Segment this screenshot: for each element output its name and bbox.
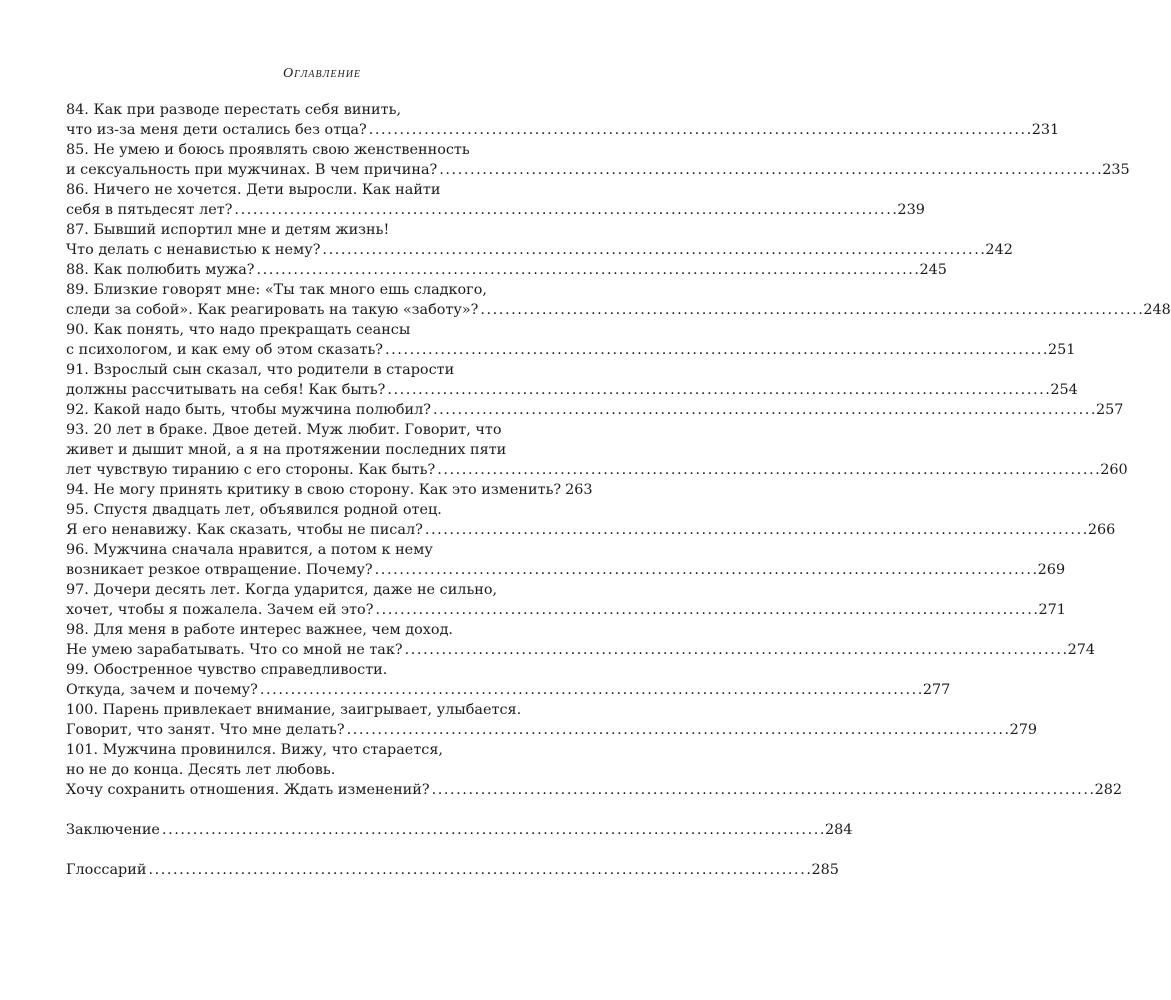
page-number: 245 (919, 262, 947, 278)
toc-entry[interactable] (66, 480, 593, 500)
dot-leader (162, 820, 823, 840)
toc-entry-text: возникает резкое отвращение. Почему? (66, 562, 373, 578)
toc-entry-text: хочет, чтобы я пожалела. Зачем ей это? (66, 602, 374, 618)
dot-leader (433, 400, 1094, 420)
toc-entry-text: с психологом, и как ему об этом сказать? (66, 342, 383, 358)
toc-line (66, 620, 555, 640)
toc-line (66, 420, 555, 440)
dot-leader (234, 200, 895, 220)
page-number: 235 (1102, 162, 1130, 178)
dot-leader (375, 560, 1036, 580)
toc-entry-text: 94. Не могу принять критику в свою сторону. Как это изменить? (66, 482, 562, 498)
toc-entry-text: Хочу сохранить отношения. Ждать изменений? (66, 782, 430, 798)
toc-line-with-page (66, 200, 925, 220)
toc-line (66, 660, 555, 680)
toc-entry-text: должны рассчитывать на себя! Как быть? (66, 382, 386, 398)
page-number: 248 (1143, 302, 1171, 318)
dot-leader (425, 520, 1086, 540)
toc-entry-text: лет чувствую тиранию с его стороны. Как быть? (66, 462, 436, 478)
toc-entry[interactable] (66, 500, 1116, 540)
toc-line (66, 540, 555, 560)
page-number: 282 (1094, 782, 1123, 798)
toc-entry-text: 84. Как при разводе перестать себя винить, (66, 102, 402, 118)
dot-leader (432, 780, 1093, 800)
toc-entry[interactable] (66, 180, 925, 220)
dot-leader (375, 600, 1036, 620)
toc-entry-conclusion[interactable] (66, 820, 853, 840)
page-number: 284 (824, 822, 853, 838)
dot-leader (257, 260, 918, 280)
toc-line-with-page (66, 820, 853, 840)
toc-line-with-page (66, 480, 593, 500)
toc-entry-text: себя в пятьдесят лет? (66, 202, 233, 218)
toc-entry[interactable] (66, 220, 1013, 260)
toc-line-with-page (66, 860, 839, 880)
toc-entry-text: Откуда, зачем и почему? (66, 682, 258, 698)
page-number: 269 (1037, 562, 1066, 578)
toc-line-with-page (66, 260, 947, 280)
dot-leader (148, 860, 809, 880)
page-number: 271 (1038, 602, 1066, 618)
toc-line-with-page (66, 560, 1066, 580)
toc-line-with-page (66, 780, 1123, 800)
toc-line-with-page (66, 640, 1096, 660)
toc-entry-text: 89. Близкие говорят мне: «Ты так много ешь сладкого, (66, 282, 487, 298)
toc-entry-text: Говорит, что занят. Что мне делать? (66, 722, 345, 738)
toc-entry[interactable] (66, 660, 951, 700)
toc-entry[interactable] (66, 740, 1123, 800)
page-number: 251 (1048, 342, 1076, 358)
toc-line (66, 220, 555, 240)
toc-line (66, 280, 555, 300)
dot-leader (260, 680, 921, 700)
page-number: 285 (811, 862, 839, 878)
section-gap (66, 800, 555, 820)
toc-line (66, 180, 555, 200)
page-number: 231 (1031, 122, 1060, 138)
dot-leader (347, 720, 1008, 740)
toc-line-with-page (66, 520, 1116, 540)
page-number: 260 (1100, 462, 1128, 478)
toc-line-with-page (66, 340, 1076, 360)
table-of-contents (66, 100, 1171, 880)
running-header: Оглавление (282, 66, 362, 81)
toc-entry[interactable] (66, 700, 1038, 740)
toc-entry-text: и сексуальность при мужчинах. В чем причина? (66, 162, 438, 178)
toc-entry-text: 100. Парень привлекает внимание, заигрывает, улыбается. (66, 702, 522, 718)
toc-entry[interactable] (66, 400, 1124, 420)
page-number: 279 (1009, 722, 1038, 738)
toc-line (66, 740, 555, 760)
toc-line (66, 580, 555, 600)
toc-entry[interactable] (66, 320, 1076, 360)
toc-entry-text: Не умею зарабатывать. Что со мной не так? (66, 642, 403, 658)
toc-line-with-page (66, 300, 1171, 320)
toc-entry-text: следи за собой». Как реагировать на такую «заботу»? (66, 302, 479, 318)
toc-line (66, 140, 555, 160)
toc-line-with-page (66, 240, 1013, 260)
toc-line (66, 100, 555, 120)
toc-entry[interactable] (66, 260, 947, 280)
section-gap (66, 840, 555, 860)
toc-entry-text: живет и дышит мной, а я на протяжении последних пяти (66, 442, 507, 458)
toc-entry[interactable] (66, 580, 1066, 620)
toc-entry-text: Я его ненавижу. Как сказать, чтобы не писал? (66, 522, 423, 538)
toc-entry[interactable] (66, 620, 1096, 660)
toc-entry-text: Заключение (66, 822, 160, 838)
toc-entry[interactable] (66, 420, 1128, 480)
toc-entry-text: 92. Какой надо быть, чтобы мужчина полюбил? (66, 402, 431, 418)
toc-entry-text: что из-за меня дети остались без отца? (66, 122, 367, 138)
toc-entry[interactable] (66, 540, 1066, 580)
toc-entry-text: 98. Для меня в работе интерес важнее, чем доход. (66, 622, 454, 638)
dot-leader (322, 240, 983, 260)
toc-line-with-page (66, 400, 1124, 420)
toc-entry-text: 91. Взрослый сын сказал, что родители в старости (66, 362, 455, 378)
toc-line-with-page (66, 680, 951, 700)
toc-entry-text: 95. Спустя двадцать лет, объявился родной отец. (66, 502, 442, 518)
toc-entry[interactable] (66, 360, 1078, 400)
page-number: 254 (1050, 382, 1078, 398)
dot-leader (387, 380, 1048, 400)
toc-entry-text: Что делать с ненавистью к нему? (66, 242, 321, 258)
toc-entry[interactable] (66, 280, 1171, 320)
toc-entry-text: 85. Не умею и боюсь проявлять свою женственность (66, 142, 470, 158)
toc-line (66, 360, 555, 380)
page-number: 277 (922, 682, 951, 698)
toc-line-with-page (66, 600, 1066, 620)
page-number: 266 (1087, 522, 1116, 538)
toc-entry-text: 96. Мужчина сначала нравится, а потом к нему (66, 542, 433, 558)
toc-line (66, 320, 555, 340)
toc-line (66, 760, 555, 780)
toc-line-with-page (66, 160, 1130, 180)
toc-entry-text: 87. Бывший испортил мне и детям жизнь! (66, 222, 390, 238)
toc-line-with-page (66, 120, 1060, 140)
dot-leader (437, 460, 1098, 480)
toc-entry-text: 86. Ничего не хочется. Дети выросли. Как найти (66, 182, 441, 198)
toc-entry-text: 99. Обостренное чувство справедливости. (66, 662, 388, 678)
page-number: 263 (565, 482, 593, 498)
toc-line (66, 500, 555, 520)
toc-entry-text: 97. Дочери десять лет. Когда ударится, даже не сильно, (66, 582, 498, 598)
page-number: 274 (1067, 642, 1096, 658)
dot-leader (369, 120, 1030, 140)
dot-leader (405, 640, 1066, 660)
toc-entry-glossary[interactable] (66, 860, 839, 880)
page-number: 257 (1095, 402, 1124, 418)
toc-entry-text: но не до конца. Десять лет любовь. (66, 762, 336, 778)
toc-line (66, 700, 555, 720)
dot-leader (480, 300, 1141, 320)
toc-entry-text: 88. Как полюбить мужа? (66, 262, 255, 278)
toc-line (66, 440, 555, 460)
toc-entry-text: Глоссарий (66, 862, 147, 878)
dot-leader (385, 340, 1046, 360)
dot-leader (439, 160, 1100, 180)
page-number: 239 (897, 202, 925, 218)
toc-entry-text: 90. Как понять, что надо прекращать сеансы (66, 322, 411, 338)
toc-line-with-page (66, 380, 1078, 400)
page-number: 242 (985, 242, 1013, 258)
toc-line-with-page (66, 460, 1128, 480)
toc-entry-text: 101. Мужчина провинился. Вижу, что старается, (66, 742, 443, 758)
toc-entry-text: 93. 20 лет в браке. Двое детей. Муж любит. Говорит, что (66, 422, 502, 438)
toc-entry[interactable] (66, 140, 1130, 180)
toc-entry[interactable] (66, 100, 1060, 140)
toc-line-with-page (66, 720, 1038, 740)
